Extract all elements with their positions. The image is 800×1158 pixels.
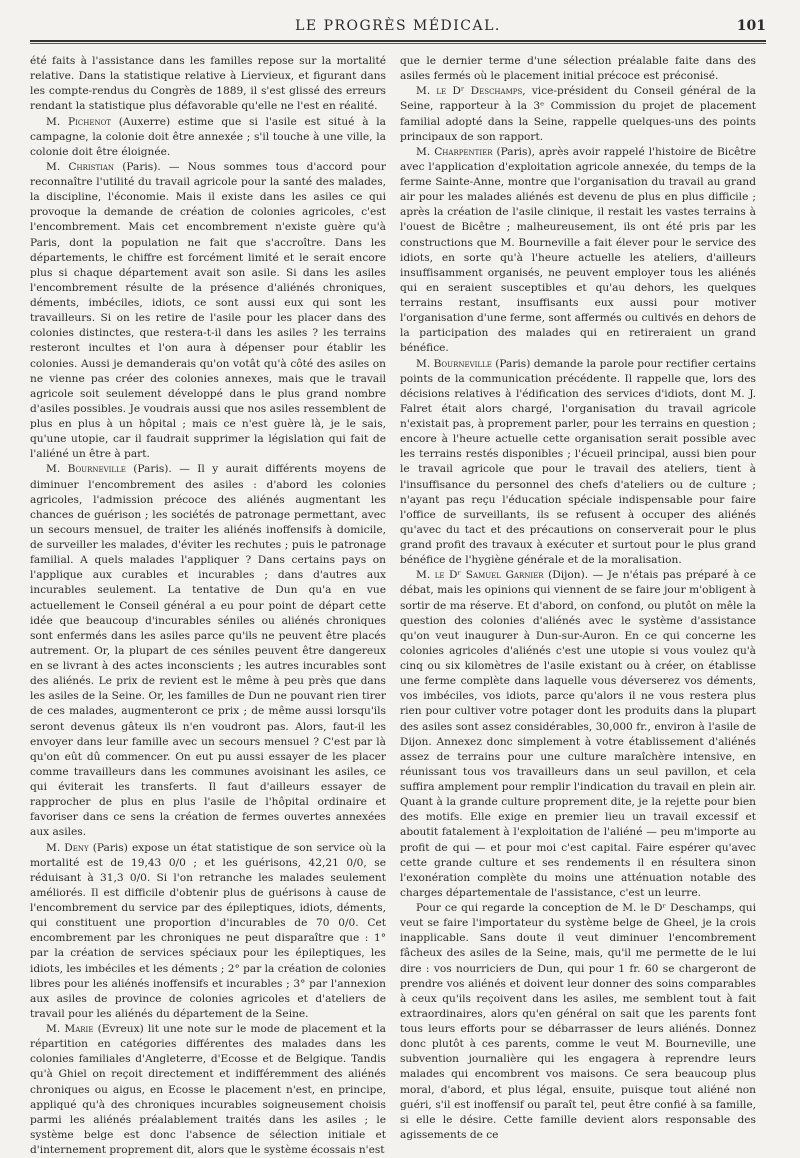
- page-number: 101: [736, 18, 766, 34]
- speaker-name: M. le Dʳ Deschamps: [416, 85, 523, 98]
- speaker-name: M. Bourneville: [46, 463, 126, 476]
- speaker-name: M. Marie: [46, 1023, 94, 1035]
- paragraph-text: (Paris) expose un état statistique de son service où la mortalité est de 19,43 0/0 ; et les guérisons, 42,21 0/0, se réduisant à 31,3 0/0. Si l'on retranche les malades seulement améliorés. Il est difficile d'obtenir plus de guérisons à cause de l'encombrement du service par des épileptiques, idiots, déments, qui constituent une proportion d'incurables de 70 0/0. Cet encombrement par les chroniques ne peut disparaître que : 1° par la création de services spéciaux pour les épileptiques, les idiots, les imbéciles et les déments ; 2° par la création de colonies libres pour les aliénés inoffensifs et incurables ; 3° par l'annexion aux asiles de province de colonies agricoles et d'ateliers de travail pour les aliénés du département de la Seine.: [30, 841, 387, 1020]
- header-rule: [30, 40, 766, 44]
- paragraph-text: Pour ce qui regarde la conception de M. le Dʳ Deschamps, qui veut se faire l'importateur du système belge de Gheel, je la crois inapplicable. Sans doute il veut diminuer l'encombrement fâcheux des asiles de la Seine, mais, qu'il me permette de le lui dire : vos nourriciers de Dun, qui pour 1 fr. 60 se chargeront de prendre vos aliénés et doivent leur donner des soins comparables à ceux qu'ils reçoivent dans les asiles, me semblent tout à fait extraordinaires, alors qu'en général on sait que les parents font tous leurs efforts pour se débarrasser de leurs aliénés. Donnez donc plutôt à ces parents, comme le veut M. Bourneville, une subvention journalière qui les engagera à reprendre leurs malades qui encombrent vos maisons. Ce sera beaucoup plus moral, d'abord, et plus légal, ensuite, puisque tout aliéné non guéri, s'il est inoffensif ou paraît tel, peut être confié à sa famille, si elle le désire. Cette famille devient alors responsable des agissements de ce: [400, 902, 756, 1141]
- paragraph: [30, 462, 386, 840]
- paragraph: [400, 145, 756, 357]
- paragraph-text: , vice-président du Conseil général de la Seine, rapporteur à la 3ᵉ Commission du projet de placement familial adopté dans la Seine, rappelle quelques-uns des points principaux de son rapport.: [400, 85, 757, 143]
- paragraph-text: (Evreux) lit une note sur le mode de placement et la répartition en catégories différentes des malades dans les colonies familiales d'Angleterre, d'Ecosse et de Belgique. Tandis qu'à Ghiel on reçoit directement et indifféremment des aliénés chroniques ou aigus, en Ecosse le placement n'est, en principe, appliqué qu'à des chroniques incurables soigneusement choisis parmi les aliénés préalablement traités dans les asiles ; le système belge est donc l'absence de sélection initiale et d'internement proprement dit, alors que le système écossais n'est: [30, 1023, 386, 1156]
- speaker-name: M. Charpentier: [416, 145, 493, 158]
- speaker-name: M. Pichenot: [46, 115, 111, 128]
- paragraph: [30, 115, 386, 160]
- speaker-name: M. Deny: [46, 841, 89, 854]
- paragraph-text: (Paris). — Il y aurait différents moyens de diminuer l'encombrement des asiles : d'abord les colonies agricoles, l'admission précoce des aliénés augmentant les chances de guérison ; les sociétés de patronage permettant, avec un secours mensuel, de traiter les aliénés inoffensifs à domicile, de surveiller les malades, d'éviter les rechutes ; puis le patronage familial. A quels malades l'appliquer ? Dans certains pays on l'applique aux curables et incurables ; dans d'autres aux incurables seulement. La tentative de Dun qu'a en vue actuellement le Conseil général a eu pour point de départ cette idée que beaucoup d'incurables séniles ou aliénés chroniques sont enfermés dans les asiles parce qu'ils ne peuvent être placés autrement. Or, la plupart de ces séniles peuvent être dangereux en se livrant à des actes inconscients ; les autres incurables sont des aliénés. Le prix de revient est le même à peu près que dans les asiles de la Seine. Or, les familles de Dun ne pouvant rien tirer de ces malades, augmenteront ce prix ; de même aussi lorsqu'ils seront devenus gâteux ils n'en voudront pas. Alors, faut-il les envoyer dans leur famille avec un secours mensuel ? C'est par là qu'on eût dû commencer. On eut pu aussi essayer de les placer comme travailleurs dans les communes avoisinant les asiles, ce qui éviterait les transferts. Il faut d'ailleurs essayer de rapprocher de plus en plus l'asile de l'hôpital ordinaire et favoriser dans ce sens la création de fermes ouvertes annexées aux asiles.: [30, 463, 386, 839]
- paragraph: [30, 841, 386, 1023]
- paragraph-text: (Paris), après avoir rappelé l'histoire de Bicêtre avec l'application d'exploitation agricole annexée, du temps de la ferme Sainte-Anne, montre que l'organisation du travail au grand air pour les malades aliénés est devenu de plus en plus difficile ; après la création de l'asile clinique, il restait les vastes terrains à l'ouest de Bicêtre ; malheureusement, ils ont été pris par les constructions que M. Bourneville a fait élever pour le service des idiots, en sorte qu'à l'heure actuelle les ateliers, d'ailleurs insuffisamment organisés, ne peuvent employer tous les aliénés qui en seraient susceptibles et qu'au dehors, les quelques terrains restant, insuffisants eux aussi pour motiver l'organisation d'une ferme, sont affermés ou cultivés en dehors de la participation des malades qui en retireraient un grand bénéfice.: [400, 145, 756, 355]
- paragraph: [30, 160, 386, 463]
- paragraph: [400, 901, 756, 1143]
- paragraph: [30, 54, 386, 115]
- paragraph: [400, 568, 756, 901]
- paragraph: [400, 84, 756, 145]
- left-column: [30, 54, 387, 1156]
- speaker-name: M. le Dʳ Samuel Garnier: [416, 569, 544, 582]
- journal-title: LE PROGRÈS MÉDICAL.: [295, 18, 501, 34]
- paragraph: [30, 1022, 386, 1158]
- paragraph: [400, 54, 756, 84]
- right-column: [400, 54, 757, 1141]
- paragraph-text: été faits à l'assistance dans les familles repose sur la mortalité relative. Dans la statistique relative à Liervieux, et figurant dans les compte-rendus du Congrès de 1889, il s'est glissé des erreurs rendant la statistique plus défavorable qu'elle ne l'est en réalité.: [30, 55, 386, 113]
- paragraph-text: (Paris) demande la parole pour rectifier certains points de la communication précédente. Il rappelle que, lors des décisions relatives à l'édification des services d'idiots, dont M. J. Falret était alors chargé, l'organisation du travail agricole n'existait pas, à proprement parler, pour les terrains en question ; encore à l'heure actuelle cette organisation serait possible avec les terrains restés disponibles ; l'écueil principal, aussi bien pour le travail agricole que pour le travail des ateliers, tient à l'insuffisance du personnel des chefs d'ateliers ou de culture ; n'ayant pas reçu l'éducation spéciale indispensable pour faire l'office de surveillants, ils se refusent à occuper des aliénés qu'avec du tact et des précautions on conserverait pour le plus grand profit des travaux à exécuter et surtout pour le plus grand bénéfice de l'hygiène générale et de la moralisation.: [400, 357, 756, 567]
- speaker-name: M. Christian: [46, 160, 115, 173]
- speaker-name: M. Bourneville: [416, 357, 492, 370]
- paragraph-text: (Dijon). — Je n'étais pas préparé à ce débat, mais les opinions qui viennent de se faire jour m'obligent à sortir de ma réserve. Et d'abord, on confond, ou plutôt on mêle la question des colonies d'aliénés avec le système d'assistance qu'on veut inaugurer à Dun-sur-Auron. En ce qui concerne les colonies agricoles d'aliénés c'est une utopie si vous voulez qu'à cinq ou six kilomètres de l'asile existant ou à créer, on établisse une ferme complète dans laquelle vous déverserez vos déments, vos imbéciles, vos idiots, parce qu'alors il ne vous restera plus rien pour cultiver votre potager dont les produits dans la plupart des asiles sont assez considérables, 30,000 fr., environ à l'asile de Dijon. Annexez donc simplement à votre établissement d'aliénés assez de terrains pour une culture maraîchère intensive, en réunissant tous vos travailleurs dans un seul pavillon, et cela suffira amplement pour remplir l'indication du travail en plein air. Quant à la grande culture proprement dite, je la rejette pour bien des motifs. Elle exige en premier lieu un travail excessif et aboutit fatalement à l'exploitation de l'aliéné — peu m'importe au profit de qui — et pour moi c'est capital. Faire espérer qu'avec cette grande culture et ses rendements il en résultera sinon l'exonération complète du moins une atténuation notable des charges départementale de l'assistance, c'est un leurre.: [400, 569, 757, 899]
- paragraph: [400, 357, 756, 569]
- paragraph-text: que le dernier terme d'une sélection préalable faite dans des asiles fermés où le placement initial précoce est préconisé.: [400, 55, 756, 83]
- paragraph-text: (Paris). — Nous sommes tous d'accord pour reconnaître l'utilité du travail agricole pour la santé des malades, la discipline, l'économie. Mais il existe dans les asiles ce qui provoque la demande de création de colonies agricoles, c'est l'encombrement. Mais cet encombrement n'existe guère qu'à Paris, dont la population ne fait que s'accroître. Dans les départements, le chiffre est forcément limité et le serait encore plus si chaque département avait son asile. Si dans les asiles l'encombrement résulte de la présence d'aliénés chroniques, déments, imbéciles, idiots, ce sont aussi eux qui sont les travailleurs. Si on les retire de l'asile pour les placer dans des colonies distinctes, que restera-t-il dans les asiles ? les terrains resteront incultes et l'on aura à dépenser pour établir les colonies. Aussi je demanderais qu'on votât qu'à côté des asiles on ne vienne pas créer des colonies annexes, mais que le travail agricole soit seulement développé dans le plus grand nombre d'asiles possibles. Je voudrais aussi que nos asiles ressemblent de plus en plus à un hôpital ; mais ce n'est guère là, je le sais, qu'une utopie, car il faudrait supprimer la législation qui fait de l'aliéné un être à part.: [30, 160, 386, 461]
- paragraph-text: (Auxerre) estime que si l'asile est situé à la campagne, la colonie doit être annexée ; s'il touche à une ville, la colonie doit être éloignée.: [30, 115, 386, 158]
